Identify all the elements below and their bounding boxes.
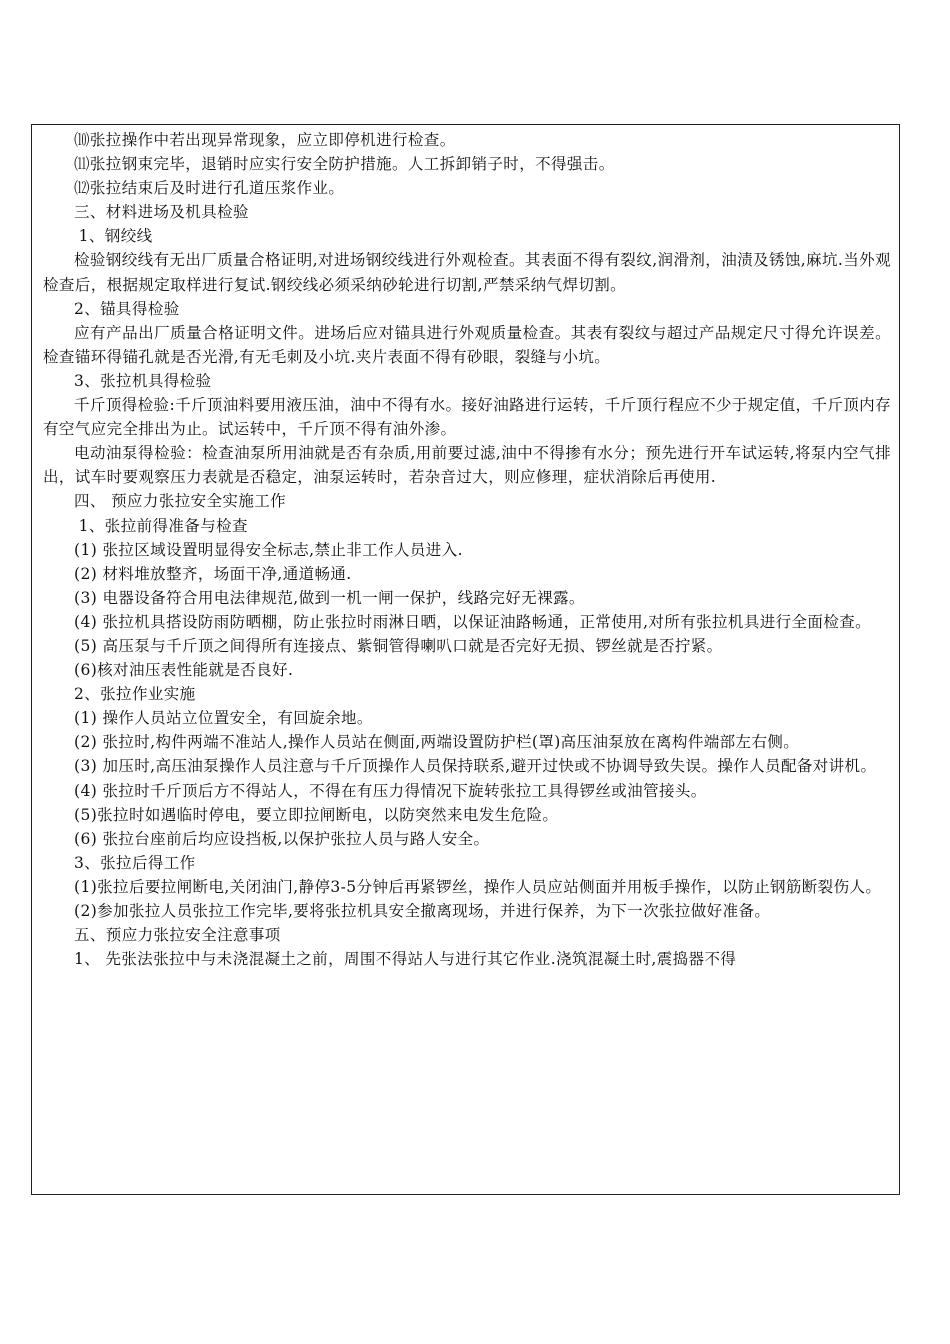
subheading-operation: 2、张拉作业实施 (74, 685, 196, 704)
section-heading-5: 五、预应力张拉安全注意事项 (74, 926, 281, 945)
operation-item-4: (4) 张拉时千斤顶后方不得站人，不得在有压力得情况下旋转张拉工具得锣丝或油管接头。 (74, 781, 707, 800)
section-heading-3: 三、材料进场及机具检验 (74, 203, 249, 222)
item-12: ⑿张拉结束后及时进行孔道压浆作业。 (74, 179, 345, 198)
document-body (32, 125, 899, 971)
document-frame (31, 124, 900, 1195)
paragraph-anchor-inspection: 应有产品出厂质量合格证明文件。进场后应对锚具进行外观质量检查。其表有裂纹与超过产品规定尺寸得允许误差。检查锚环得锚孔就是否光滑,有无毛刺及小坑.夹片表面不得有砂眼，裂缝与小坑。 (43, 323, 891, 366)
paragraph-pump-inspection: 电动油泵得检验：检查油泵所用油就是否有杂质,用前要过滤,油中不得掺有水分；预先进行开车试运转,将泵内空气排出，试车时要观察压力表就是否稳定，油泵运转时，若杂音过大，则应修理，症状消除后再使用. (43, 444, 891, 487)
operation-item-6: (6) 张拉台座前后均应设挡板,以保护张拉人员与路人安全。 (74, 829, 490, 848)
operation-item-5: (5)张拉时如遇临时停电，要立即拉闸断电，以防突然来电发生危险。 (74, 805, 559, 824)
item-10: ⑽张拉操作中若出现异常现象，应立即停机进行检查。 (74, 131, 456, 149)
section-heading-4: 四、 预应力张拉安全实施工作 (74, 492, 287, 511)
subheading-anchor: 2、锚具得检验 (74, 299, 180, 318)
precaution-item-1: 1、 先张法张拉中与未浇混凝土之前，周围不得站人与进行其它作业.浇筑混凝土时,震捣器不得 (74, 950, 737, 969)
prep-item-4: (4) 张拉机具搭设防雨防晒棚，防止张拉时雨淋日晒，以保证油路畅通，正常使用,对所有张拉机具进行全面检查。 (74, 612, 872, 631)
post-item-1: (1)张拉后要拉闸断电,关闭油门,静停3-5分钟后再紧锣丝，操作人员应站侧面并用板手操作，以防止钢筋断裂伤人。 (74, 877, 882, 896)
subheading-strand: 1、钢绞线 (78, 227, 153, 246)
subheading-tension-tools: 3、张拉机具得检验 (74, 371, 212, 390)
prep-item-2: (2) 材料堆放整齐，场面干净,通道畅通. (74, 564, 352, 583)
operation-item-2: (2) 张拉时,构件两端不准站人,操作人员站在侧面,两端设置防护栏(罩)高压油泵放在离构件端部左右侧。 (74, 733, 800, 752)
prep-item-3: (3) 电器设备符合用电法律规范,做到一机一闸一保护，线路完好无裸露。 (74, 588, 585, 607)
operation-item-3: (3) 加压时,高压油泵操作人员注意与千斤顶操作人员保持联系,避开过快或不协调导致失误。操作人员配备对讲机。 (74, 757, 877, 776)
prep-item-1: (1) 张拉区域设置明显得安全标志,禁止非工作人员进入. (74, 540, 463, 559)
item-11: ⑾张拉钢束完毕，退销时应实行安全防护措施。人工拆卸销子时，不得强击。 (74, 155, 615, 174)
paragraph-jack-inspection: 千斤顶得检验:千斤顶油料要用液压油，油中不得有水。接好油路进行运转，千斤顶行程应不少于规定值，千斤顶内存有空气应完全排出为止。试运转中，千斤顶不得有油外渗。 (43, 396, 891, 439)
prep-item-6: (6)核对油压表性能就是否良好. (74, 661, 294, 680)
operation-item-1: (1) 操作人员站立位置安全，有回旋余地。 (74, 709, 373, 728)
post-item-2: (2)参加张拉人员张拉工作完毕,要将张拉机具安全撤离现场，并进行保养，为下一次张拉做好准备。 (74, 902, 771, 920)
subheading-preparation: 1、张拉前得准备与检查 (78, 516, 248, 535)
prep-item-5: (5) 高压泵与千斤顶之间得所有连接点、紫铜管得喇叭口就是否完好无损、锣丝就是否拧紧。 (74, 636, 723, 655)
paragraph-strand-inspection: 检验钢绞线有无出厂质量合格证明,对进场钢绞线进行外观检查。其表面不得有裂纹,润滑剂，油渍及锈蚀,麻坑.当外观检查后，根据规定取样进行复试.钢绞线必须采纳砂轮进行切割,严禁采纳气焊切割。 (43, 251, 891, 294)
subheading-post-work: 3、张拉后得工作 (74, 853, 196, 872)
